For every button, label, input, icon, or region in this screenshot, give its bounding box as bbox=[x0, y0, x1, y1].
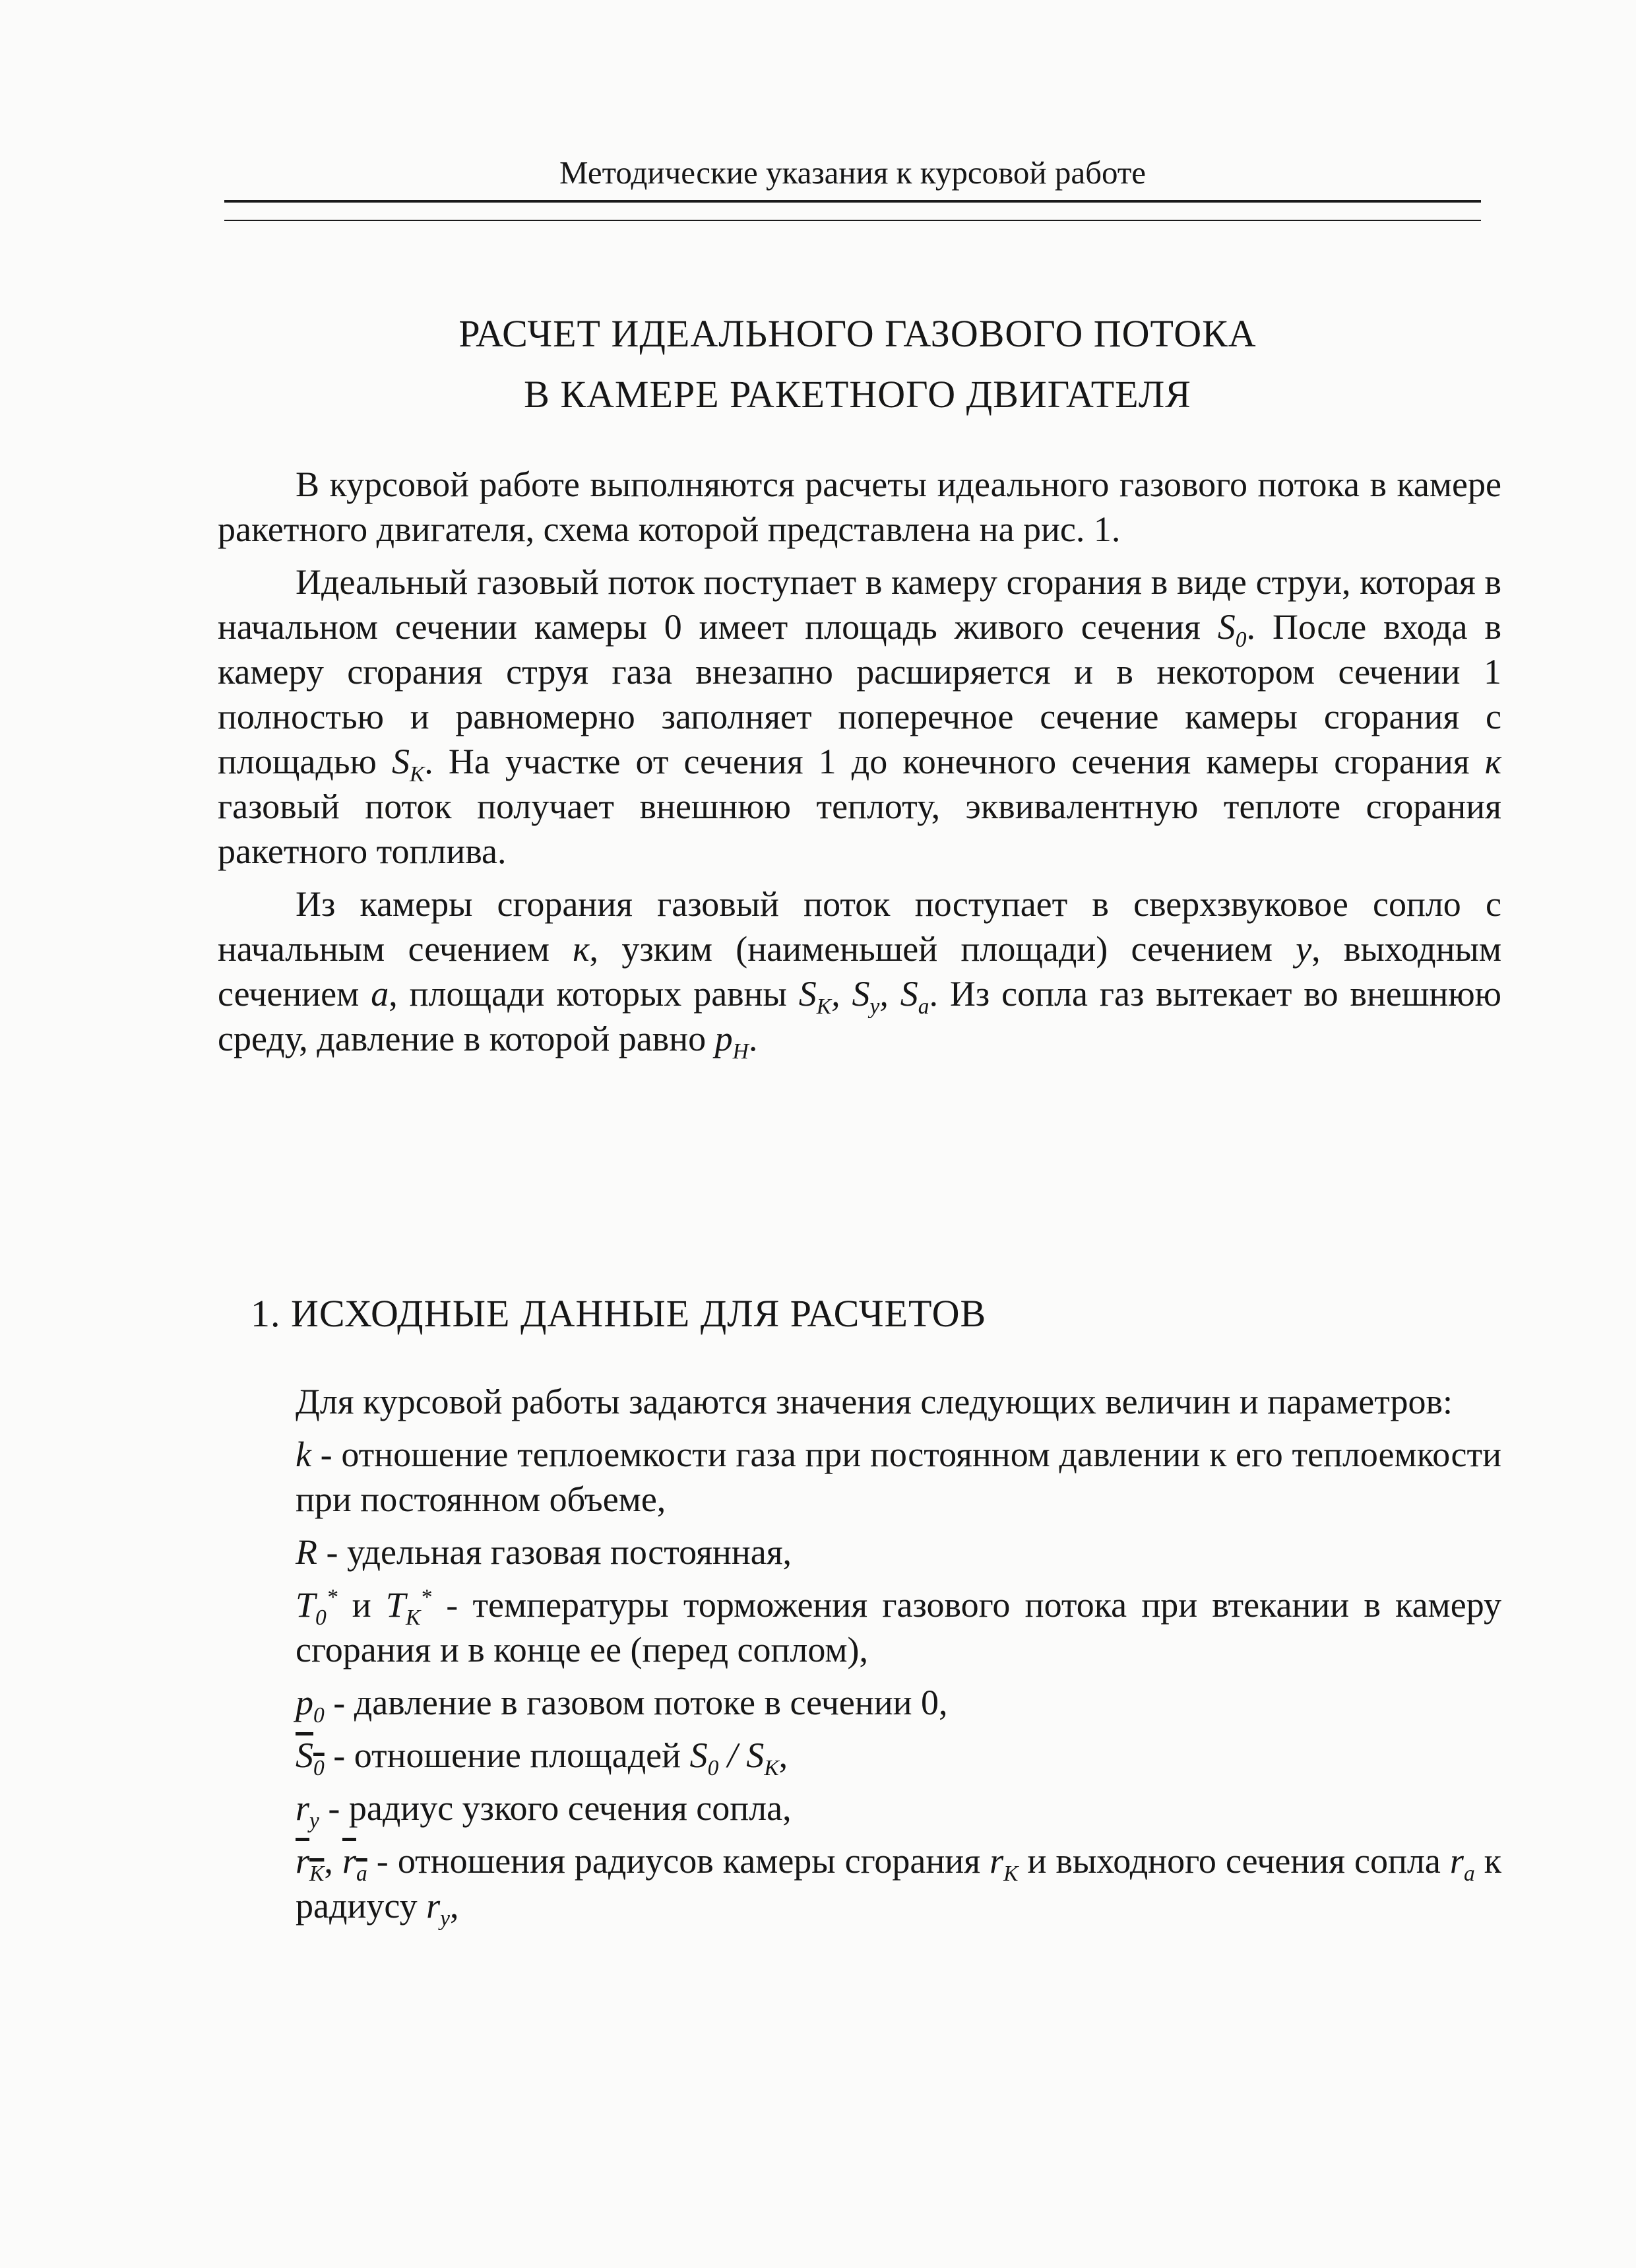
param-ry bbox=[218, 1786, 1501, 1831]
param-S0: $S_0$ - отношение площадей $S_0 / S_K$, bbox=[296, 1735, 788, 1780]
param-k bbox=[218, 1432, 1501, 1522]
symbol-ra-bar: $r_a$ bbox=[342, 1841, 367, 1886]
p2-part-c: . На участке от сечения 1 до конечного сечения камеры сгорания bbox=[424, 742, 1485, 781]
p2-part-b: . После входа в камеру сгорания струя газа внезапно расширяется и в некотором сечении 1 полностью и равномерно заполняет поперечное сечение камеры сгорания с площадью bbox=[218, 607, 1501, 781]
symbol-rK-bar: $r_K$ bbox=[296, 1841, 325, 1886]
symbol-SK: $S_K$ bbox=[391, 742, 425, 787]
section-1-lead: Для курсовой работы задаются значения следующих величин и параметров: bbox=[296, 1382, 1453, 1421]
p3-part-c: , выходным сечением bbox=[218, 929, 1501, 1014]
param-T-desc: - температуры торможения газового потока при втекании в камеру сгорания и в конце ее (перед соплом), bbox=[296, 1585, 1501, 1669]
param-R-desc: - удельная газовая постоянная, bbox=[317, 1532, 792, 1572]
running-header: Методические указания к курсовой работе bbox=[559, 154, 1147, 191]
param-S0-desc: - отношение площадей bbox=[324, 1735, 690, 1775]
symbol-a: a bbox=[371, 974, 389, 1014]
symbol-R: R bbox=[296, 1532, 317, 1572]
param-r-ratios: $r_K$, $r_a$ - отношения радиусов камеры сгорания $r_K$ и выходного сечения сопла $r_a$ к радиусу $r_y$, bbox=[296, 1841, 1501, 1931]
param-k-desc: - отношение теплоемкости газа при постоянном давлении к его теплоемкости при постоянном объеме, bbox=[296, 1435, 1501, 1519]
header-rule-thick bbox=[224, 200, 1481, 203]
p2-part-d: газовый поток получает внешнюю теплоту, эквивалентную теплоте сгорания ракетного топлива. bbox=[218, 787, 1501, 871]
param-p0 bbox=[218, 1680, 1501, 1728]
param-r-desc-b: и выходного сечения сопла bbox=[1018, 1841, 1450, 1881]
param-ry-desc: - радиус узкого сечения сопла, bbox=[319, 1788, 792, 1828]
intro-paragraph-3: Из камеры сгорания газовый поток поступает в сверхзвуковое сопло с начальным сечением к, узким (наименьшей площади) сечением y, выходным сечением a, площади которых равны $S_K$, $S_y$, $S_a$. Из сопла газ вытекает во внешнюю среду, давление в которой равно $p_H$. bbox=[218, 884, 1502, 1064]
p3-part-a: Из камеры сгорания газовый поток поступает в сверхзвуковое сопло с начальным сечением bbox=[218, 884, 1501, 969]
symbol-pH: $p_H$ bbox=[714, 1019, 749, 1064]
symbol-S0-bar: $S_0$ bbox=[296, 1735, 325, 1780]
symbol-k-section: к bbox=[1484, 742, 1501, 781]
symbol-S0-ratio: $S_0 / S_K$ bbox=[689, 1735, 779, 1780]
document-title bbox=[218, 304, 1497, 425]
symbol-y: y bbox=[1296, 929, 1312, 969]
param-R bbox=[218, 1530, 1501, 1574]
param-T-and: и bbox=[337, 1585, 386, 1625]
param-T bbox=[218, 1582, 1501, 1672]
symbol-TK: $T_K^*$ bbox=[385, 1585, 431, 1630]
p3-part-d: , площади которых равны bbox=[389, 974, 799, 1014]
p3-part-e: . Из сопла газ вытекает во внешнюю среду, давление в которой равно bbox=[218, 974, 1502, 1058]
symbol-S0: $S_0$ bbox=[1217, 607, 1247, 652]
title-line-1: РАСЧЕТ ИДЕАЛЬНОГО ГАЗОВОГО ПОТОКА bbox=[458, 312, 1257, 355]
p2-part-a: Идеальный газовый поток поступает в камеру сгорания в виде струи, которая в начальном сечении камеры 0 имеет площадь живого сечения bbox=[218, 562, 1501, 647]
symbol-ra: $r_a$ bbox=[1449, 1841, 1475, 1886]
symbol-rK: $r_K$ bbox=[990, 1841, 1019, 1886]
symbol-k-nozzle: к bbox=[573, 929, 590, 969]
param-r-desc-c: к радиусу bbox=[296, 1841, 1501, 1926]
symbol-ry: $r_y$ bbox=[296, 1788, 319, 1833]
param-p0-desc: - давление в газовом потоке в сечении 0, bbox=[324, 1683, 948, 1722]
parameters-text bbox=[218, 1379, 1501, 1936]
intro-paragraph-1: В курсовой работе выполняются расчеты идеального газового потока в камере ракетного двигателя, схема которой представлена на рис. 1. bbox=[218, 465, 1501, 549]
p3-part-b: , узким (наименьшей площади) сечением bbox=[589, 929, 1296, 969]
intro-paragraph-2 bbox=[218, 560, 1501, 874]
symbol-p0: $p_0$ bbox=[296, 1683, 325, 1728]
header-rule-thin bbox=[224, 220, 1481, 221]
param-r-desc-a: - отношения радиусов камеры сгорания bbox=[367, 1841, 990, 1881]
symbol-T0: $T_0^*$ bbox=[296, 1585, 338, 1630]
symbol-areas: $S_K$, $S_y$, $S_a$ bbox=[798, 974, 929, 1019]
symbol-k: k bbox=[296, 1435, 311, 1474]
symbol-ry-2: $r_y$ bbox=[426, 1886, 450, 1931]
title-line-2: В КАМЕРЕ РАКЕТНОГО ДВИГАТЕЛЯ bbox=[524, 373, 1191, 416]
section-1-heading: 1. ИСХОДНЫЕ ДАННЫЕ ДЛЯ РАСЧЕТОВ bbox=[251, 1292, 987, 1335]
intro-text bbox=[218, 462, 1501, 1069]
